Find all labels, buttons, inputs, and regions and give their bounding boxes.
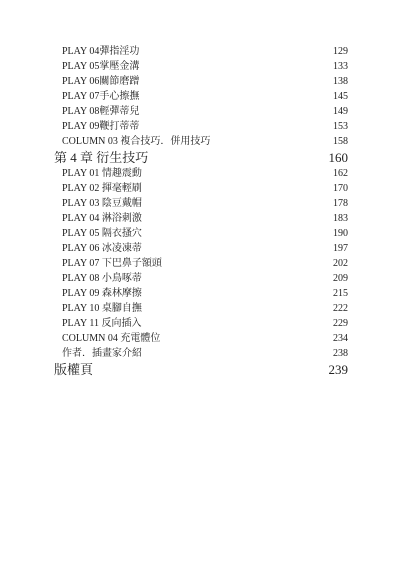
toc-entry-page: 183	[333, 213, 348, 224]
toc-entry-title: PLAY 03 陰豆戴帽	[62, 198, 142, 209]
toc-entry-page: 138	[333, 76, 348, 87]
toc-entry	[0, 286, 400, 301]
table-of-contents	[0, 44, 400, 378]
toc-entry	[0, 241, 400, 256]
toc-entry-page: 149	[333, 106, 348, 117]
toc-entry-page: 229	[333, 318, 348, 329]
toc-entry	[0, 74, 400, 89]
toc-entry-title: COLUMN 03 複合技巧．併用技巧	[62, 136, 211, 147]
toc-entry-title: PLAY 11 反向插入	[62, 318, 142, 329]
toc-entry-title: PLAY 07手心擦撫	[62, 91, 140, 102]
toc-entry	[0, 346, 400, 361]
toc-entry-page: 162	[333, 168, 348, 179]
toc-entry-title: PLAY 09 森林摩擦	[62, 288, 142, 299]
toc-entry	[0, 181, 400, 196]
toc-chapter-page: 239	[328, 362, 348, 377]
toc-entry-title: PLAY 09鞭打蒂蒂	[62, 121, 140, 132]
toc-entry	[0, 196, 400, 211]
toc-entry-title: 作者．插畫家介紹	[62, 348, 142, 359]
toc-entry-title: COLUMN 04 充電體位	[62, 333, 161, 344]
toc-entry	[0, 256, 400, 271]
toc-entry	[0, 59, 400, 74]
toc-entry	[0, 271, 400, 286]
toc-entry	[0, 89, 400, 104]
toc-entry	[0, 119, 400, 134]
toc-entry-title: PLAY 04彈指淫功	[62, 46, 140, 57]
toc-entry-page: 129	[333, 46, 348, 57]
toc-entry	[0, 104, 400, 119]
toc-entry-title: PLAY 05 隔衣搔穴	[62, 228, 142, 239]
toc-chapter-title: 版權頁	[54, 362, 94, 377]
toc-entry-title: PLAY 07 下巴鼻子額頭	[62, 258, 162, 269]
toc-entry-page: 178	[333, 198, 348, 209]
toc-entry-title: PLAY 04 淋浴刺激	[62, 213, 142, 224]
toc-entry	[0, 331, 400, 346]
toc-chapter-heading	[0, 149, 400, 166]
toc-chapter-heading	[0, 361, 400, 378]
toc-entry-page: 222	[333, 303, 348, 314]
toc-entry-title: PLAY 08輕彈蒂兒	[62, 106, 140, 117]
toc-entry	[0, 226, 400, 241]
toc-entry-page: 133	[333, 61, 348, 72]
toc-entry	[0, 134, 400, 149]
toc-entry	[0, 44, 400, 59]
toc-entry-title: PLAY 06關節磨蹭	[62, 76, 140, 87]
toc-entry-page: 234	[333, 333, 348, 344]
toc-entry-title: PLAY 08 小鳥啄蒂	[62, 273, 142, 284]
toc-entry-page: 238	[333, 348, 348, 359]
toc-entry-page: 153	[333, 121, 348, 132]
toc-chapter-title: 第 4 章 衍生技巧	[54, 150, 149, 165]
toc-entry-title: PLAY 06 冰凌凍蒂	[62, 243, 142, 254]
toc-entry-title: PLAY 01 情趣震動	[62, 168, 142, 179]
toc-entry-page: 170	[333, 183, 348, 194]
toc-entry-title: PLAY 10 桌腳自撫	[62, 303, 142, 314]
toc-chapter-page: 160	[328, 150, 348, 165]
toc-entry-title: PLAY 02 揮毫輕刷	[62, 183, 142, 194]
toc-entry-title: PLAY 05掌壓金溝	[62, 61, 140, 72]
toc-entry-page: 145	[333, 91, 348, 102]
toc-entry-page: 215	[333, 288, 348, 299]
toc-entry-page: 209	[333, 273, 348, 284]
toc-entry-page: 190	[333, 228, 348, 239]
toc-entry	[0, 211, 400, 226]
toc-entry	[0, 301, 400, 316]
toc-entry-page: 202	[333, 258, 348, 269]
toc-entry	[0, 316, 400, 331]
toc-entry	[0, 166, 400, 181]
toc-entry-page: 158	[333, 136, 348, 147]
toc-entry-page: 197	[333, 243, 348, 254]
